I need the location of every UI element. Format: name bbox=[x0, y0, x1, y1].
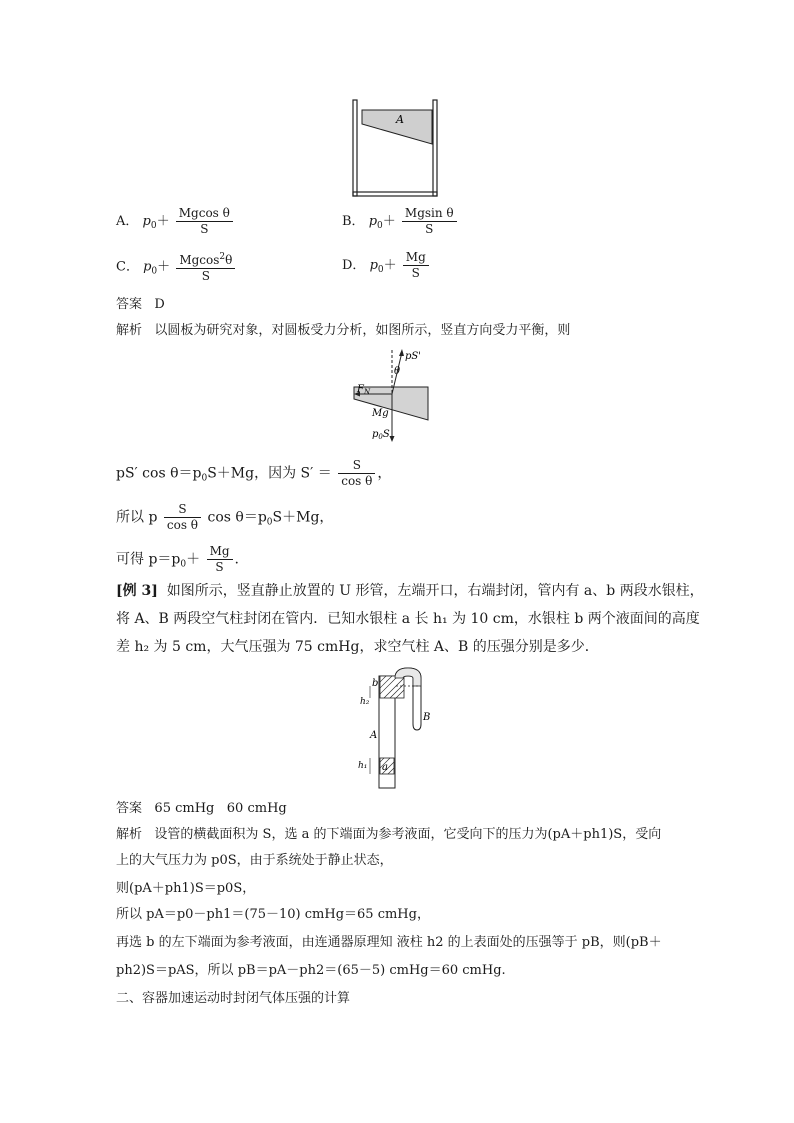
theta-label: θ bbox=[394, 366, 401, 377]
figure-u-tube bbox=[356, 664, 446, 792]
example-3-line-2: 将 A、B 两段空气柱封闭在管内．已知水银柱 a 长 h₁ 为 10 cm，水银柱 b 两个液面间的高度 bbox=[116, 611, 700, 627]
equation-3-fraction: $\frac{Mg}{S}$ bbox=[207, 544, 233, 575]
section-2-title: 二、容器加速运动时封闭气体压强的计算 bbox=[116, 991, 351, 1006]
label-a: a bbox=[382, 762, 388, 773]
disk-a-label: A bbox=[396, 113, 404, 126]
answer-2: 答案 65 cmHg 60 cmHg bbox=[116, 801, 287, 816]
ps-label: pS' bbox=[405, 351, 422, 362]
analysis-2-line-2: 上的大气压力为 p0S，由于系统处于静止状态， bbox=[116, 853, 393, 868]
equation-2-fraction: $\frac{S}{\text{cos θ}}$ bbox=[164, 502, 201, 533]
container-left-wall bbox=[353, 100, 357, 196]
figure-container-disk bbox=[348, 96, 444, 198]
mercury-b-left bbox=[380, 676, 404, 698]
mg-arrow-head bbox=[390, 436, 395, 442]
container-right-wall bbox=[433, 100, 437, 196]
p0s-label: $p_0S$ bbox=[372, 429, 390, 441]
analysis-2-line-4: 所以 pA＝p0－ph1＝(75－10) cmHg＝65 cmHg， bbox=[116, 907, 430, 922]
answer-1: 答案 D bbox=[116, 297, 165, 312]
label-B: B bbox=[423, 712, 431, 723]
figure-force-diagram bbox=[348, 344, 438, 444]
option-b[interactable]: B． $p_0+$ $\frac{\text{Mgsin θ}}{S}$ bbox=[342, 206, 459, 237]
ps-arrow-head bbox=[399, 349, 404, 356]
label-b: b bbox=[372, 678, 379, 689]
equation-1: pS′ $\cos \theta=p_0S+Mg$，因为 S′ ＝ $\frac{S}{\text{cos θ}}$ ， bbox=[116, 458, 392, 488]
analysis-2-line-1: 解析 设管的横截面积为 S，选 a 的下端面为参考液面，它受向下的压力为(pA＋ph1)S，受向 bbox=[116, 827, 662, 842]
mg-label: Mg bbox=[372, 408, 389, 419]
option-c[interactable]: C． $p_0+$ $\frac{Mgcos^2\theta}{S}$ bbox=[116, 250, 237, 284]
equation-3: 可得 $p=p_0+$ $\frac{Mg}{S}$ . bbox=[116, 544, 239, 574]
analysis-2-line-6: ph2)S＝pAS，所以 pB＝pA－ph2＝(65－5) cmHg＝60 cmHg. bbox=[116, 963, 506, 978]
option-a[interactable]: A． $p_0+$ $\frac{\text{Mgcos θ}}{S}$ bbox=[116, 206, 235, 237]
option-d[interactable]: D． $p_0+$ $\frac{Mg}{S}$ bbox=[342, 250, 431, 281]
container-bottom bbox=[353, 192, 437, 196]
label-A: A bbox=[370, 730, 378, 741]
option-d-fraction: $\frac{Mg}{S}$ bbox=[403, 250, 429, 281]
label-h2: h₂ bbox=[360, 697, 370, 707]
analysis-1: 解析 以圆板为研究对象，对圆板受力分析，如图所示，竖直方向受力平衡，则 bbox=[116, 323, 571, 338]
option-b-fraction: $\frac{\text{Mgsin θ}}{S}$ bbox=[402, 206, 457, 237]
equation-1-fraction: $\frac{S}{\text{cos θ}}$ bbox=[338, 458, 375, 489]
label-h1: h₁ bbox=[358, 761, 368, 771]
option-a-fraction: $\frac{\text{Mgcos θ}}{S}$ bbox=[176, 206, 233, 237]
analysis-2-line-5: 再选 b 的左下端面为参考液面，由连通器原理知 液柱 h2 的上表面处的压强等于 pB，则(pB＋ bbox=[116, 935, 662, 950]
equation-2: 所以 p $\frac{S}{\text{cos θ}}$ $\cos \theta=p_0S+Mg$， bbox=[116, 502, 334, 532]
example-3-line-1: [例 3] 如图所示，竖直静止放置的 U 形管，左端开口，右端封闭，管内有 a、b 两段水银柱， bbox=[116, 583, 704, 599]
option-c-fraction: $\frac{Mgcos^2\theta}{S}$ bbox=[176, 250, 235, 284]
example-3-line-3: 差 h₂ 为 5 cm，大气压强为 75 cmHg，求空气柱 A、B 的压强分别是多少． bbox=[116, 639, 599, 655]
fn-label: $F_N$ bbox=[357, 384, 371, 396]
analysis-2-line-3: 则(pA＋ph1)S＝p0S， bbox=[116, 881, 256, 896]
